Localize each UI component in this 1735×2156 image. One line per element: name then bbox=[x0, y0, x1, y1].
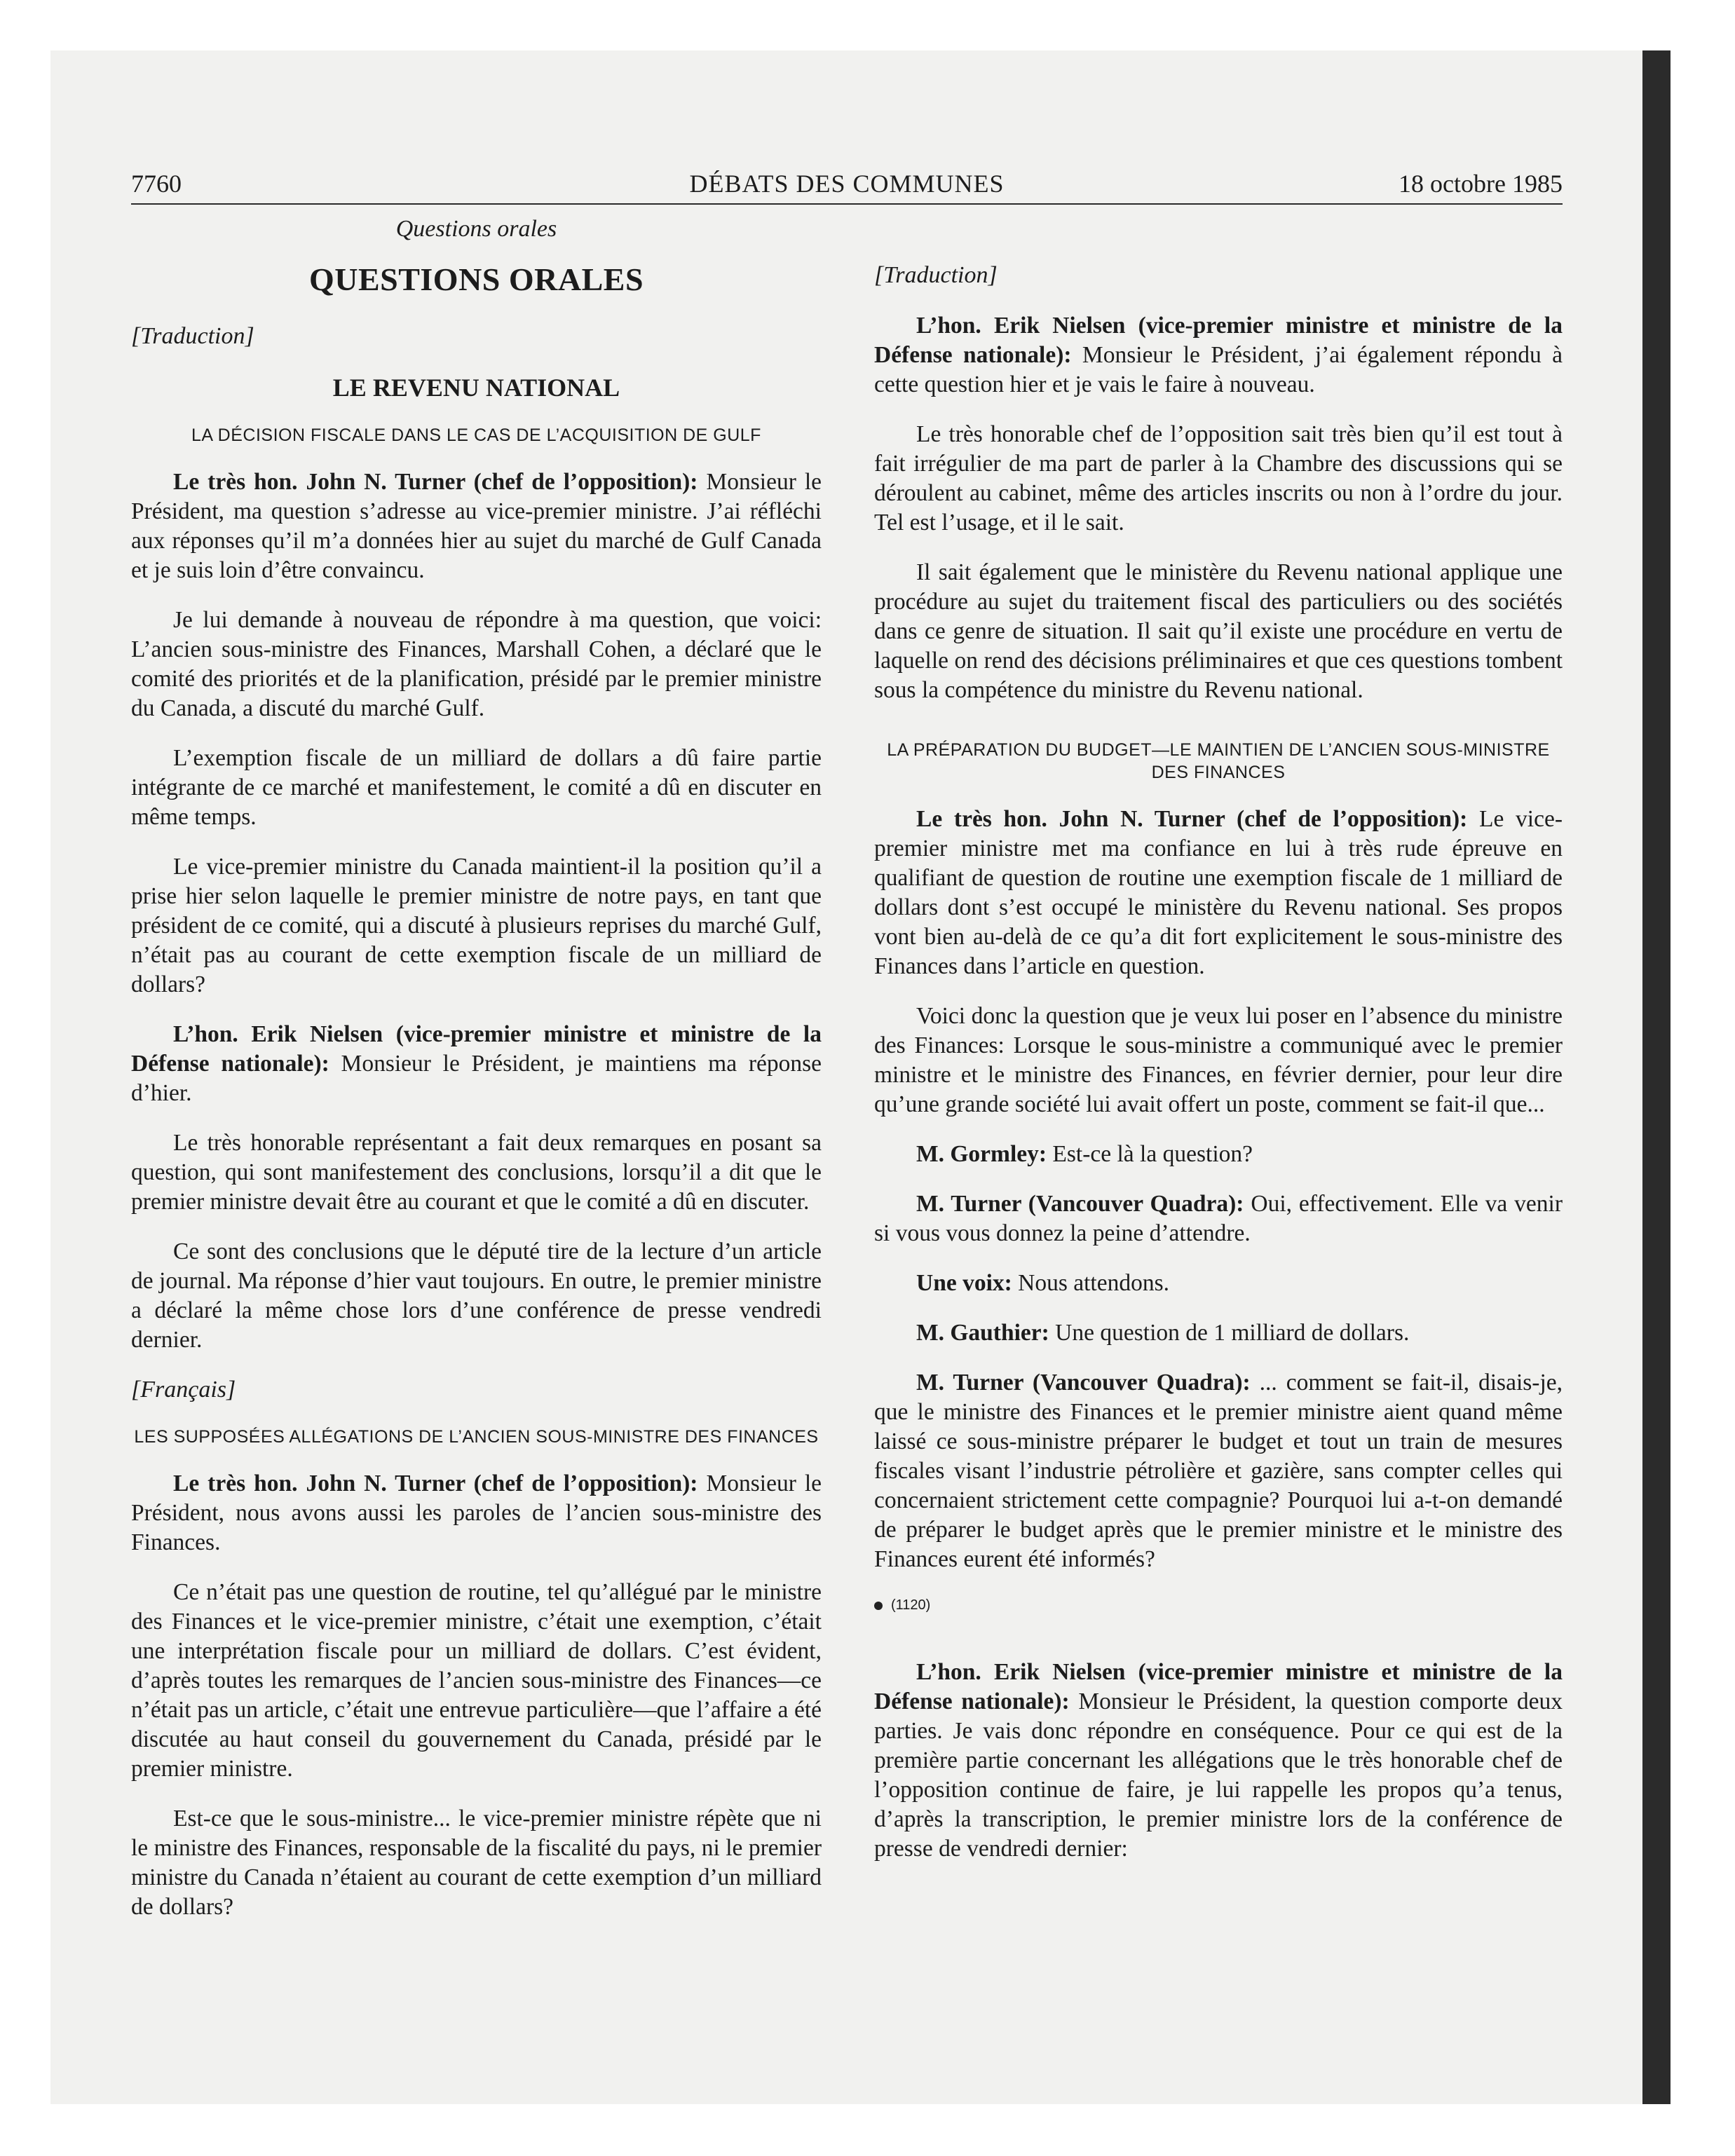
paragraph: Il sait également que le ministère du Revenu national applique une procédure au sujet du traitement fiscal des particuliers ou des sociétés dans ce genre de situation. Il sait qu’il existe une procédure en vertu de laquelle on rend des décisions préliminaires et que ces questions tombent sous la compétence du ministre du Revenu national. bbox=[874, 559, 1563, 703]
right-column bbox=[874, 261, 1563, 1864]
speaker-name: Une voix: bbox=[916, 1270, 1012, 1296]
speech-paragraph bbox=[131, 1020, 822, 1108]
section-running-title: Questions orales bbox=[395, 216, 557, 242]
subheading-allegations: LES SUPPOSÉES ALLÉGATIONS DE L’ANCIEN SOUS-MINISTRE DES FINANCES bbox=[134, 1427, 819, 1447]
paragraph: Voici donc la question que je veux lui poser en l’absence du ministre des Finances: Lorsque le sous-ministre a communiqué avec le premier ministre et le ministre des Finances, en février dernier, pour leur dire qu’une grande société lui avait offert un poste, comment se fait-il que... bbox=[874, 1003, 1563, 1117]
speaker-name: M. Gormley: bbox=[916, 1141, 1047, 1167]
page-header bbox=[131, 165, 1563, 202]
main-heading: QUESTIONS ORALES bbox=[308, 261, 644, 297]
paragraph: Le très honorable chef de l’opposition sait très bien qu’il est tout à fait irrégulier de ma part de parler à la Chambre des discussions qui se déroulent au cabinet, même des articles inscrits ou non à l’ordre du jour. Tel est l’usage, et il le sait. bbox=[874, 421, 1563, 535]
speech-text: Le vice-premier ministre met ma confiance en lui à très rude épreuve en qualifiant de question de routine une exemption fiscale de 1 milliard de dollars dont s’est occupé le ministère du Revenu national. Ses propos vont bien au-delà de ce qu’a dit fort explicitement le sous-ministre des Finances dans l’article en question. bbox=[874, 806, 1563, 979]
speech-text: Monsieur le Président, nous avons aussi les paroles de l’ancien sous-ministre des Finances. bbox=[131, 1471, 822, 1555]
speaker-name: Le très hon. John N. Turner (chef de l’opposition): bbox=[173, 1471, 698, 1496]
speaker-name: L’hon. Erik Nielsen (vice-premier ministre et ministre de la Défense nationale): bbox=[131, 1021, 822, 1077]
page-number: 7760 bbox=[131, 170, 182, 198]
french-tag: [Français] bbox=[131, 1377, 236, 1403]
speech-paragraph bbox=[131, 468, 822, 585]
speech-text: ... comment se fait-il, disais-je, que le ministre des Finances et le premier ministre aient quand même laissé ce sous-ministre préparer le budget et tout un train de mesures fiscales visant l’industrie pétrolière et gazière, sans compter celles qui concernaient strictement cette compagnie? Pourquoi lui a-t-on demandé de préparer le budget après que le premier ministre et le ministre des Finances eurent été informés? bbox=[874, 1370, 1563, 1572]
publication-title: DÉBATS DES COMMUNES bbox=[689, 170, 1005, 198]
paragraph: L’exemption fiscale de un milliard de dollars a dû faire partie intégrante de ce marché et manifestement, le comité a dû en discuter en même temps. bbox=[131, 745, 822, 830]
speech-paragraph bbox=[874, 1658, 1563, 1864]
speaker-name: M. Turner (Vancouver Quadra): bbox=[916, 1191, 1244, 1217]
subheading-budget: LA PRÉPARATION DU BUDGET—LE MAINTIEN DE L’ANCIEN SOUS-MINISTRE DES FINANCES bbox=[887, 740, 1550, 782]
speaker-name: M. Turner (Vancouver Quadra): bbox=[916, 1370, 1251, 1396]
translation-tag: [Traduction] bbox=[874, 262, 998, 288]
speech-paragraph bbox=[874, 1140, 1563, 1169]
page-date: 18 octobre 1985 bbox=[1399, 170, 1563, 198]
speaker-name: L’hon. Erik Nielsen (vice-premier ministre et ministre de la Défense nationale): bbox=[874, 313, 1563, 368]
speech-paragraph bbox=[874, 805, 1563, 981]
speech-paragraph bbox=[874, 1189, 1563, 1248]
header-rule bbox=[131, 203, 1563, 205]
speech-text: Est-ce là la question? bbox=[1047, 1141, 1253, 1167]
speaker-name: L’hon. Erik Nielsen (vice-premier ministre et ministre de la Défense nationale): bbox=[874, 1659, 1563, 1714]
speech-paragraph bbox=[874, 1318, 1563, 1348]
speech-paragraph bbox=[874, 1368, 1563, 1574]
scan-edge-bar bbox=[1642, 50, 1671, 2104]
speech-text: Oui, effectivement. Elle va venir si vous vous donnez la peine d’attendre. bbox=[874, 1191, 1563, 1246]
paragraph: Ce n’était pas une question de routine, tel qu’allégué par le ministre des Finances et le vice-premier ministre, c’était une exemption, c’était une interprétation fiscale pour un milliard de dollars. C’est évident, d’après toutes les remarques de l’ancien sous-ministre des Finances—ce n’était pas un article, c’était une entrevue particulière—que l’affaire a été discutée au haut conseil du gouvernement du Canada, présidé par le premier ministre. bbox=[131, 1579, 822, 1782]
time-marker bbox=[874, 1595, 1563, 1616]
speaker-name: Le très hon. John N. Turner (chef de l’opposition): bbox=[916, 806, 1468, 832]
speech-text: Monsieur le Président, ma question s’adresse au vice-premier ministre. J’ai réfléchi aux réponses qu’il m’a données hier au sujet du marché de Gulf Canada et je suis loin d’être convaincu. bbox=[131, 469, 822, 583]
speech-paragraph bbox=[874, 1269, 1563, 1298]
speech-text: Monsieur le Président, la question comporte deux parties. Je vais donc répondre en conséquence. Pour ce qui est de la première partie concernant les allégations que le très honorable chef de l’opposition continue de faire, je lui rappelle les propos qu’a tenus, d’après la transcription, le premier ministre lors de la conférence de presse de vendredi dernier: bbox=[874, 1688, 1563, 1862]
speaker-name: M. Gauthier: bbox=[916, 1320, 1049, 1346]
speech-text: Monsieur le Président, je maintiens ma réponse d’hier. bbox=[131, 1051, 822, 1106]
bullet-dot-icon bbox=[874, 1602, 883, 1610]
paragraph: Le vice-premier ministre du Canada maintient-il la position qu’il a prise hier selon laquelle le premier ministre de notre pays, en tant que président de ce comité, qui a discuté à plusieurs reprises du marché Gulf, n’était pas au courant de cette exemption fiscale de un milliard de dollars? bbox=[131, 854, 822, 997]
paragraph: Ce sont des conclusions que le député tire de la lecture d’un article de journal. Ma réponse d’hier vaut toujours. En outre, le premier ministre a déclaré la même chose lors d’une conférence de presse vendredi dernier. bbox=[131, 1239, 822, 1353]
speech-paragraph bbox=[874, 311, 1563, 400]
subject-heading: LE REVENU NATIONAL bbox=[332, 374, 620, 402]
paragraph: Je lui demande à nouveau de répondre à ma question, que voici: L’ancien sous-ministre des Finances, Marshall Cohen, a déclaré que le comité des priorités et de la planification, présidé par le premier ministre du Canada, a discuté du marché Gulf. bbox=[131, 607, 822, 721]
translation-tag: [Traduction] bbox=[131, 323, 254, 349]
speech-text: Monsieur le Président, j’ai également répondu à cette question hier et je vais le faire à nouveau. bbox=[874, 342, 1563, 397]
speaker-name: Le très hon. John N. Turner (chef de l’opposition): bbox=[173, 469, 698, 495]
paragraph: Est-ce que le sous-ministre... le vice-premier ministre répète que ni le ministre des Finances, responsable de la fiscalité du pays, ni le premier ministre du Canada n’étaient au courant de cette exemption d’un milliard de dollars? bbox=[131, 1806, 822, 1920]
left-column bbox=[131, 214, 822, 1922]
speech-text: Nous attendons. bbox=[1012, 1270, 1170, 1296]
paragraph: Le très honorable représentant a fait deux remarques en posant sa question, qui sont manifestement des conclusions, lorsqu’il a dit que le premier ministre devait être au courant et que le comité a dû en discuter. bbox=[131, 1130, 822, 1215]
subheading-gulf: LA DÉCISION FISCALE DANS LE CAS DE L’ACQUISITION DE GULF bbox=[191, 425, 761, 445]
speech-text: Une question de 1 milliard de dollars. bbox=[1049, 1320, 1410, 1346]
time-marker-text: (1120) bbox=[891, 1597, 931, 1613]
speech-paragraph bbox=[131, 1469, 822, 1557]
